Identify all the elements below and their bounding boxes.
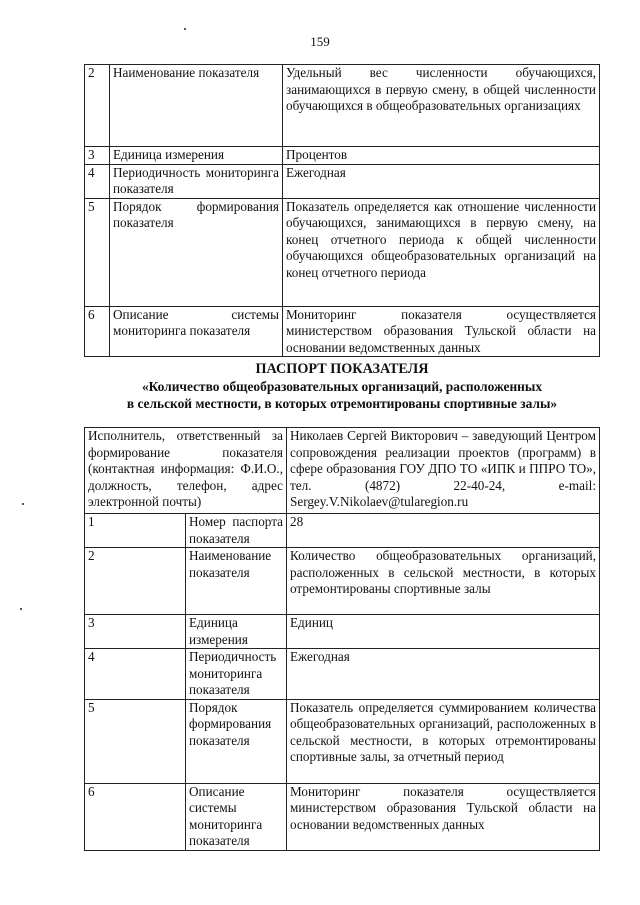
row-label: Периодичность мониторинга показателя	[110, 164, 283, 198]
row-number: 3	[85, 615, 186, 649]
row-value: Ежегодная	[283, 164, 600, 198]
table-row	[85, 548, 600, 615]
row-number: 6	[85, 306, 110, 357]
row-label: Номер паспорта показателя	[186, 514, 287, 548]
row-label: Порядок формирования показателя	[110, 198, 283, 306]
row-label: Периодичность мониторинга показателя	[186, 649, 287, 700]
row-label: Единица измерения	[110, 147, 283, 165]
row-label: Описание системы мониторинга показателя	[186, 783, 287, 850]
table-row	[85, 615, 600, 649]
row-number: 1	[85, 514, 186, 548]
row-label: Единица измерения	[186, 615, 287, 649]
row-number: 5	[85, 198, 110, 306]
row-value: Удельный вес численности обучающихся, занимающихся в первую смену, в общей численности обучающихся в общеобразовательных организациях	[283, 65, 600, 147]
passport-heading	[84, 361, 600, 412]
table-row	[85, 649, 600, 700]
row-value: Единиц	[287, 615, 600, 649]
table-row	[85, 198, 600, 306]
executor-row	[85, 428, 600, 514]
table-row	[85, 164, 600, 198]
scan-speck	[184, 28, 186, 30]
row-label: Наименование показателя	[110, 65, 283, 147]
row-number: 6	[85, 783, 186, 850]
row-value: Мониторинг показателя осуществляется министерством образования Тульской области на основании ведомственных данных	[287, 783, 600, 850]
row-number: 4	[85, 164, 110, 198]
passport-subtitle-line-2: в сельской местности, в которых отремонтированы спортивные залы»	[126, 396, 558, 411]
row-value: Ежегодная	[287, 649, 600, 700]
row-value: Процентов	[283, 147, 600, 165]
row-value: 28	[287, 514, 600, 548]
table-row	[85, 65, 600, 147]
executor-value: Николаев Сергей Викторович – заведующий Центром сопровождения реализации проектов (программ) в сфере образования ГОУ ДПО ТО «ИПК и ППРО ТО», тел. (4872) 22-40-24, e-mail: Sergey.V.Nikolaev@tularegion.ru	[287, 428, 600, 514]
table-row	[85, 699, 600, 783]
passport-title: ПАСПОРТ ПОКАЗАТЕЛЯ	[255, 361, 429, 377]
row-value: Показатель определяется как отношение численности обучающихся, занимающихся в первую смену, на конец отчетного периода к общей численности обучающихся общеобразовательных организаций на конец отчетного периода	[283, 198, 600, 306]
row-label: Порядок формирования показателя	[186, 699, 287, 783]
row-number: 3	[85, 147, 110, 165]
indicator-table-1	[84, 64, 600, 357]
row-label: Наименование показателя	[186, 548, 287, 615]
scan-speck	[20, 608, 22, 610]
scan-speck	[22, 503, 24, 505]
table-row	[85, 306, 600, 357]
row-value: Мониторинг показателя осуществляется министерством образования Тульской области на основании ведомственных данных	[283, 306, 600, 357]
table-row	[85, 147, 600, 165]
table-row	[85, 783, 600, 850]
passport-subtitle-line-1: «Количество общеобразовательных организаций, расположенных	[141, 379, 543, 394]
row-number: 2	[85, 65, 110, 147]
row-number: 5	[85, 699, 186, 783]
row-value: Показатель определяется суммированием количества общеобразовательных организаций, расположенных в сельской местности, в которых отремонтированы спортивные залы, за отчетный период	[287, 699, 600, 783]
indicator-table-2	[84, 427, 600, 851]
row-number: 4	[85, 649, 186, 700]
row-label: Описание системы мониторинга показателя	[110, 306, 283, 357]
page-number: 159	[310, 34, 330, 49]
row-value: Количество общеобразовательных организаций, расположенных в сельской местности, в которых отремонтированы спортивные залы	[287, 548, 600, 615]
row-number: 2	[85, 548, 186, 615]
table-row	[85, 514, 600, 548]
executor-label: Исполнитель, ответственный за формирование показателя (контактная информация: Ф.И.О., должность, телефон, адрес электронной почты)	[85, 428, 287, 514]
